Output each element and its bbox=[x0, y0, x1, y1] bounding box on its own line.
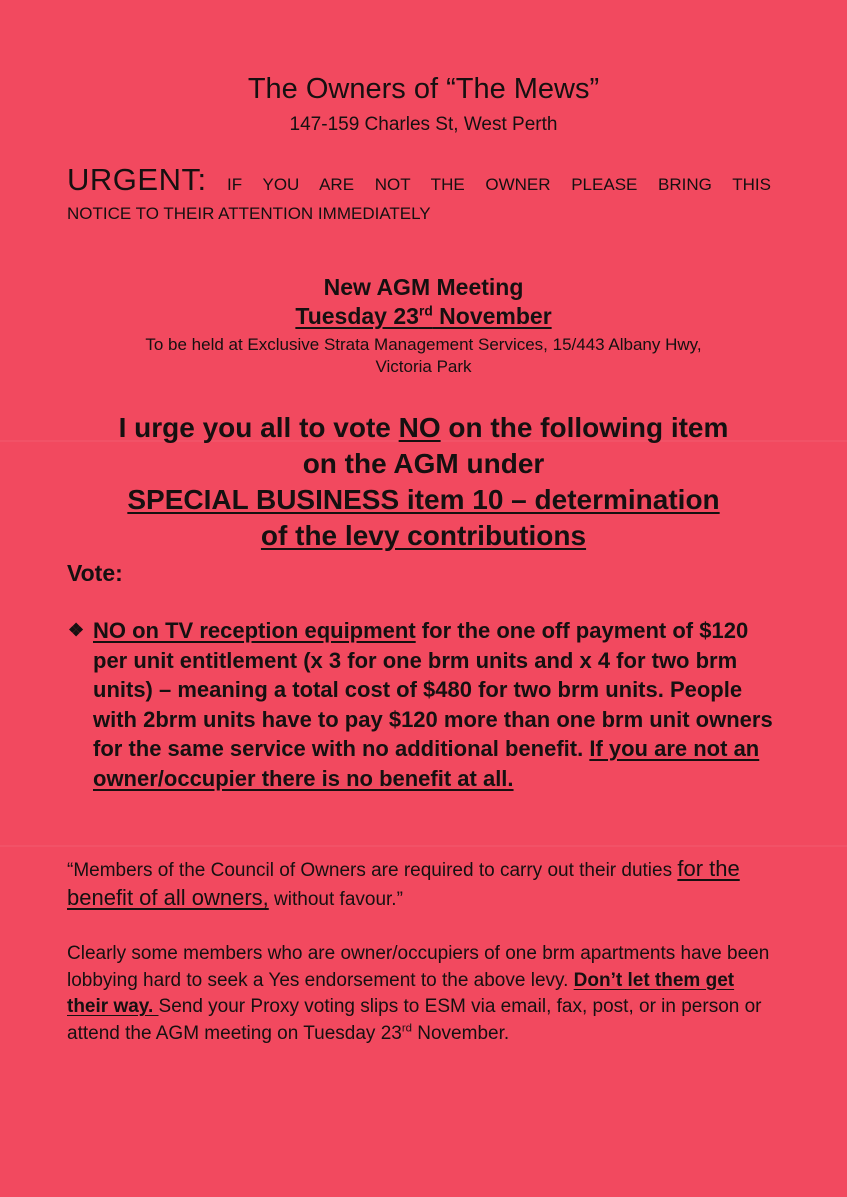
vote-item-text bbox=[93, 616, 780, 793]
vote-item-body: for the one off payment of $120 per unit entitlement (x 3 for one brm units and x 4 for two brm units) – meaning a total cost of $480 for two brm units. People with 2brm units have to pay $120 more than one brm unit owners for the same service with no additional benefit. bbox=[93, 618, 773, 761]
closing-post: Send your Proxy voting slips to ESM via email, fax, post, or in person or attend the AGM meeting on Tuesday 23 bbox=[67, 996, 762, 1044]
vote-label: Vote: bbox=[67, 560, 123, 586]
closing-pre: Clearly some members who are owner/occupiers of one brm apartments have been lobbying hard to seek a Yes endorsement to the above levy. bbox=[67, 943, 770, 991]
meeting-date-ordinal: rd bbox=[418, 303, 433, 319]
meeting-date-text bbox=[295, 303, 551, 329]
meeting-title: New AGM Meeting bbox=[323, 274, 524, 300]
meeting-date-month: November bbox=[432, 303, 552, 329]
paper-fold-line bbox=[0, 845, 847, 847]
urgent-message-line1: IF YOU ARE NOT THE OWNER PLEASE BRING THIS bbox=[227, 175, 771, 194]
meeting-date bbox=[0, 303, 847, 330]
quote-pre: “Members of the Council of Owners are required to carry out their duties bbox=[67, 860, 678, 881]
appeal-line4 bbox=[0, 518, 847, 554]
appeal-pre: I urge you all to vote bbox=[118, 412, 399, 443]
council-duty-quote bbox=[67, 855, 787, 913]
vote-item-tail: If you are not an owner/occupier there is no benefit at all. bbox=[93, 736, 760, 791]
closing-ordinal: rd bbox=[401, 1022, 412, 1035]
diamond-bullet-icon: ❖ bbox=[68, 620, 85, 640]
closing-emphasis: Don’t let them get their way. bbox=[67, 969, 735, 1017]
urgent-notice bbox=[67, 162, 771, 200]
building-address: 147-159 Charles St, West Perth bbox=[289, 114, 558, 135]
appeal-line1 bbox=[0, 410, 847, 446]
appeal-line2: on the AGM under bbox=[302, 448, 545, 479]
closing-paragraph bbox=[67, 941, 777, 1047]
notice-title: The Owners of “The Mews” bbox=[247, 73, 600, 105]
quote-emphasis: for the benefit of all owners, bbox=[67, 856, 740, 910]
appeal-no: NO bbox=[398, 412, 441, 443]
venue-line1: To be held at Exclusive Strata Management Services, 15/443 Albany Hwy, bbox=[145, 335, 702, 354]
quote-post: without favour.” bbox=[268, 889, 403, 910]
appeal-line3 bbox=[0, 482, 847, 518]
vote-item-lead: NO on TV reception equipment bbox=[93, 618, 416, 643]
meeting-venue bbox=[40, 334, 807, 378]
urgent-message-line2: NOTICE TO THEIR ATTENTION IMMEDIATELY bbox=[67, 204, 431, 223]
vote-appeal-heading bbox=[0, 410, 847, 554]
special-business-item: SPECIAL BUSINESS item 10 – determination bbox=[127, 484, 720, 515]
appeal-post: on the following item bbox=[440, 412, 729, 443]
meeting-date-day: Tuesday 23 bbox=[295, 303, 419, 329]
urgent-heading: URGENT: bbox=[67, 162, 207, 197]
levy-contributions: of the levy contributions bbox=[260, 520, 587, 551]
venue-line2: Victoria Park bbox=[375, 357, 472, 376]
closing-end: November. bbox=[411, 1022, 510, 1044]
vote-item bbox=[68, 616, 780, 793]
